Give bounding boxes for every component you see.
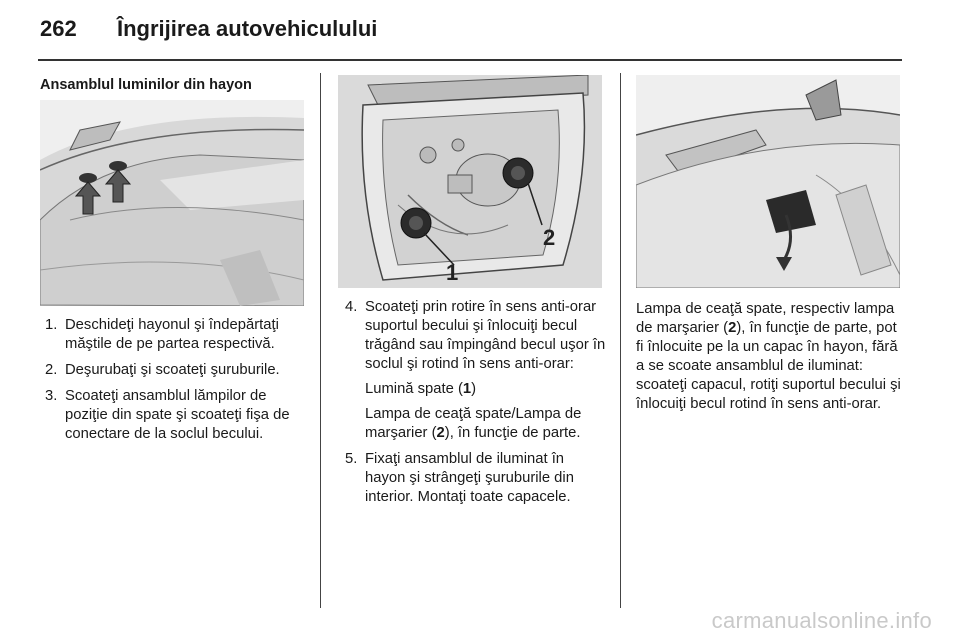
figure-tailgate-screws (40, 100, 304, 306)
step-number: 2. (45, 362, 58, 378)
column-divider-left (320, 73, 321, 608)
column-divider-right (620, 73, 621, 608)
sub-item-tail-light: Lumină spate (1) (365, 381, 477, 397)
list-item (40, 387, 310, 444)
callout-1: 1 (446, 260, 459, 285)
fog-reverse-lamp-paragraph: Lampa de ceaţă spate, respectiv lampa de marşarier (2), în funcţie de parte, pot fi înlocuite pe la un capac în hayon, fără a se scoate ansamblul de iluminat: scoateţi capacul, rotiţi suportul becului şi înlocuiţi becul rotind în sens anti-orar. (636, 301, 901, 412)
reference-number: 2 (728, 320, 737, 336)
step-text: Scoateţi ansamblul lămpilor de poziţie din spate şi scoateţi fişa de conectare de la soclul becului. (65, 388, 290, 442)
step-number: 1. (45, 317, 58, 333)
reference-number: 1 (462, 381, 472, 397)
step-text: Scoateţi prin rotire în sens anti-orar suportul becului şi înlocuiţi becul trăgând sau împingând becul uşor în soclul şi rotind în sens anti-orar: (365, 299, 606, 372)
list-item (340, 450, 608, 507)
section-title: Ansamblul luminilor din hayon (40, 77, 252, 93)
step-text: Deschideţi hayonul şi îndepărtaţi măştile de pe partea respectivă. (65, 317, 279, 352)
step-number: 5. (345, 451, 358, 467)
steps-list-2 (340, 298, 608, 514)
page-number: 262 (40, 16, 77, 41)
step-number: 4. (345, 299, 358, 315)
step-number: 3. (45, 388, 58, 404)
figure-tailgate-cover (636, 75, 900, 288)
chapter-title: Îngrijirea autovehiculului (117, 16, 378, 41)
list-item (40, 361, 310, 380)
list-item (40, 316, 310, 354)
step-text: Fixaţi ansamblul de iluminat în hayon şi strângeţi şuruburile din interior. Montaţi toate capacele. (365, 451, 574, 505)
sub-item-fog-reverse-light: Lampa de ceaţă spate/Lampa de marşarier (2), în funcţie de parte. (365, 406, 582, 441)
list-item (340, 298, 608, 443)
figure-lamp-bulb-holders (338, 75, 602, 288)
step-text: Deşurubaţi şi scoateţi şuruburile. (65, 362, 280, 378)
watermark: carmanualsonline.info (711, 608, 932, 633)
callout-2: 2 (543, 225, 556, 250)
reference-number: 2 (436, 425, 445, 441)
header-rule (38, 59, 902, 61)
steps-list-1 (40, 316, 310, 451)
